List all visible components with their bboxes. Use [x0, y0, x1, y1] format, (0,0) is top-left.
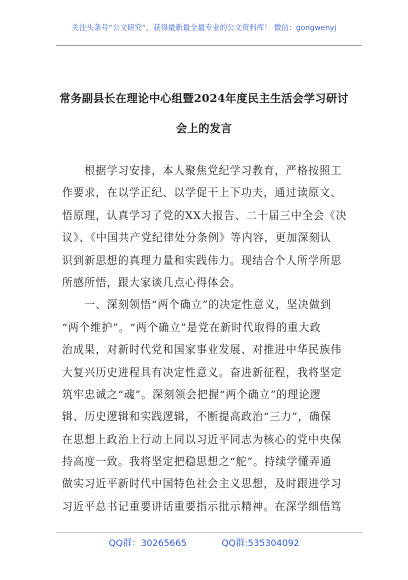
body-line: 作要求，在以学正纪、以学促干上下功夫，通过读原文、 [62, 187, 342, 200]
footer-qq-group-1: QQ群：30265665 [108, 539, 187, 549]
document-title-line-2: 会上的发言 [176, 122, 232, 135]
document-title-line-1: 常务副县长在理论中心组暨2024年度民主生活会学习研讨 [59, 92, 349, 105]
body-line: 识到新思想的真理力量和实践伟力。现结合个人所学所思 [62, 254, 342, 267]
body-line: 一、深刻领悟“两个确立”的决定性意义，坚决做到 [62, 299, 332, 312]
document-body [62, 160, 350, 518]
body-line: 议》、《中国共产党纪律处分条例》等内容，更加深刻认 [62, 232, 332, 245]
body-line: 治成果，对新时代党和国家事业发展、对推进中华民族伟 [62, 344, 342, 357]
footer-qq-group-2: QQ群:535304092 [221, 539, 300, 549]
body-line: 大复兴历史进程具有决定性意义。奋进新征程，我将坚定 [62, 366, 342, 379]
header-note: 关注头条号“公文研究”，获得最新最全最专业的公文资料库！ 微信：gongwenyj [71, 23, 337, 32]
header-divider [56, 45, 362, 46]
body-line: 习近平总书记重要讲话重要指示批示精神。在深学细悟笃 [62, 500, 342, 513]
body-line: 做实习近平新时代中国特色社会主义思想，及时跟进学习 [62, 478, 342, 491]
body-line: 根据学习安排，本人聚焦党纪学习教育，严格按照工 [62, 165, 342, 177]
body-line: 筑牢忠诚之“魂”。深刻领会把握“两个确立”的理论逻 [62, 388, 322, 401]
body-line: 在思想上政治上行动上同以习近平同志为核心的党中央保 [62, 433, 342, 446]
footer [0, 536, 408, 549]
footer-divider [56, 532, 362, 533]
body-line: 所感所悟，跟大家谈几点心得体会。 [62, 276, 242, 289]
body-line: “两个维护”。“两个确立”是党在新时代取得的重大政 [62, 321, 322, 334]
body-line: 持高度一致。我将坚定把稳思想之“舵”。持续学懂弄通 [62, 456, 332, 469]
body-line: 悟原理，认真学习了党的XX大报告、二十届三中全会《决 [62, 209, 347, 222]
body-line: 辑、历史逻辑和实践逻辑，不断提高政治“三力”，确保 [62, 411, 332, 424]
